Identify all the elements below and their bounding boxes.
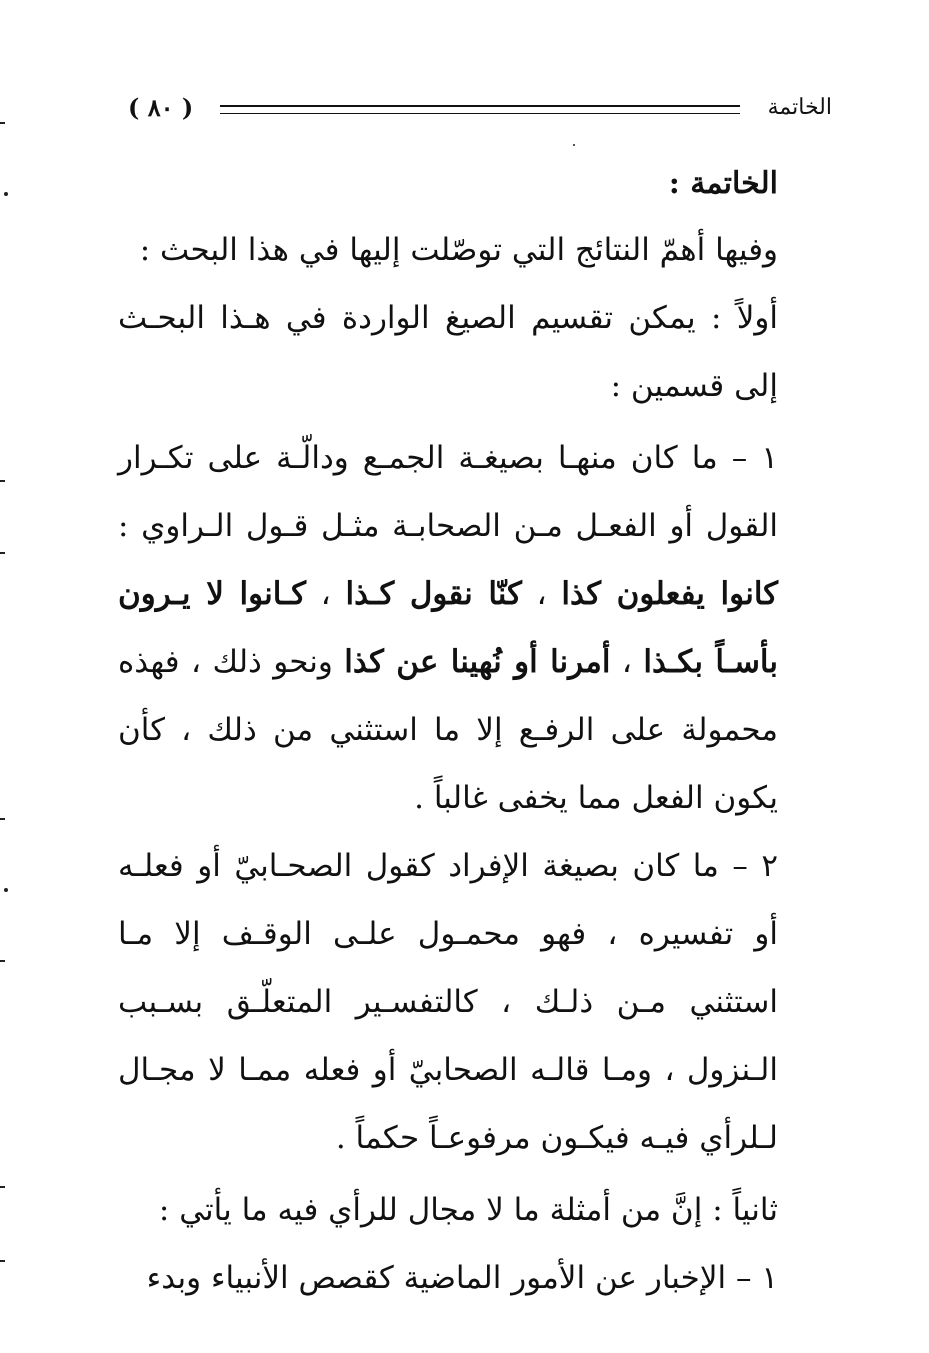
header-rule — [220, 105, 740, 114]
item-2-paragraph — [118, 832, 834, 1172]
edge-mark — [0, 1260, 5, 1262]
edge-mark — [0, 122, 5, 124]
page-content — [118, 158, 834, 1312]
edge-mark — [0, 552, 5, 554]
intro-text: وفيها أهمّ النتائج التي توصّلت إليها في هذا البحث : — [139, 232, 778, 268]
item-1-example-3: كـانوا لا يـرون بأسـاً بكـذا — [118, 576, 778, 680]
edge-dot — [4, 888, 8, 892]
edge-mark — [0, 480, 5, 482]
edge-mark — [0, 1186, 5, 1188]
second-point-text: إنَّ من أمثلة ما لا مجال للرأي فيه ما يأتي : — [158, 1192, 703, 1228]
item-3-text: ١ – الإخبار عن الأمور الماضية كقصص الأنبياء وبدء — [146, 1260, 778, 1296]
second-point-label: ثانياً : — [712, 1192, 778, 1228]
edge-mark — [0, 818, 5, 820]
section-heading: الخاتمة : — [668, 166, 778, 201]
edge-mark — [0, 960, 5, 962]
item-1-example-1: كانوا يفعلون كذا — [561, 576, 779, 612]
second-point-paragraph — [118, 1176, 834, 1244]
item-1-text-b: ونحو ذلك ، فهذه محمولة على الرفـع إلا ما استثني من ذلك ، كأن يكون الفعل مما يخفى غالباً . — [118, 644, 778, 816]
item-1-text-a: ١ – ما كان منهـا بصيغـة الجمـع ودالّـة على تكـرار القول أو الفعـل مـن الصحابـة مثـل قـول الـراوي : — [118, 440, 778, 544]
item-1-example-4: أمرنا أو نُهينا عن كذا — [344, 644, 611, 680]
item-1-sep-3: ، — [610, 644, 644, 680]
item-3-paragraph — [118, 1244, 834, 1312]
header-title: الخاتمة — [767, 95, 832, 120]
first-point-label: أولاً : — [710, 300, 779, 336]
item-1-sep-2: ، — [306, 576, 346, 612]
edge-dot — [4, 192, 8, 196]
first-point-text: يمكن تقسيم الصيغ الواردة في هـذا البحـث إلى قسمين : — [118, 300, 778, 404]
intro-paragraph — [118, 216, 834, 284]
first-point-paragraph — [118, 284, 834, 420]
speck — [573, 144, 575, 146]
running-header — [120, 88, 832, 128]
item-1-paragraph — [118, 424, 834, 832]
item-1-example-2: كنّا نقول كـذا — [345, 576, 522, 612]
item-1-sep-1: ، — [521, 576, 562, 612]
page-number: ( ٨٠ ) — [128, 93, 194, 122]
item-2-text: ٢ – ما كان بصيغة الإفراد كقول الصحـابيّ أو فعلـه أو تفسيره ، فهو محمـول علـى الوقـف إلا مـا استثني مـن ذلـك ، كالتفسـير المتعلّـق بسـبب الـنزول ، ومـا قالـه الصحابيّ أو فعله ممـا لا مجـال لـلرأي فيـه فيكـون مرفوعـاً حكماً . — [118, 848, 778, 1156]
